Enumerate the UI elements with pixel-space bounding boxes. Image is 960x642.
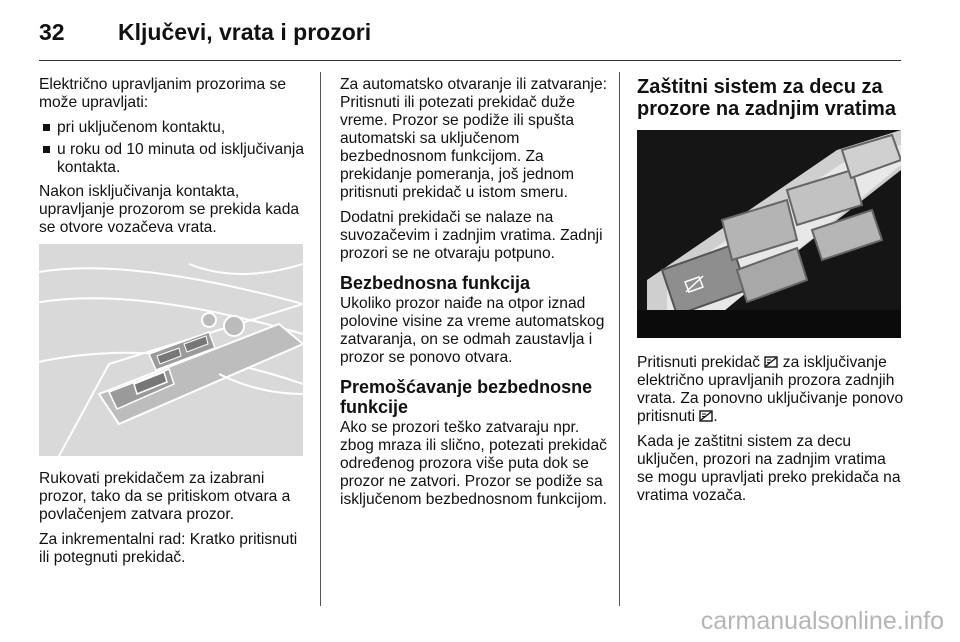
child-lock-window-icon: [764, 356, 778, 368]
header-rule: [39, 60, 901, 61]
door-panel-drawing: [39, 244, 303, 456]
list-item: pri uključenom kontaktu,: [39, 119, 307, 137]
paragraph: Kada je zaštitni sistem za decu uključen, prozori na zadnjim vratima se mogu upravljati preko prekidača na vratima vozača.: [637, 433, 901, 504]
column-2: [340, 76, 610, 516]
child-lock-window-icon: [699, 410, 713, 422]
paragraph: Za inkrementalni rad: Kratko pritisnuti ili potegnuti prekidač.: [39, 531, 298, 566]
paragraph: Nakon isključivanja kontakta, upravljanje prozorom se prekida kada se otvore vozačeva vrata.: [39, 183, 300, 236]
paragraph: Ukoliko prozor naiđe na otpor iznad polovine visine za vreme automatskog zatvaranja, on se odmah zaustavlja i prozor se ponovo otvara.: [340, 295, 605, 366]
door-switch-illustration: [39, 244, 303, 456]
paragraph: Pritisnuti prekidač za isključivanje električno upravljanih prozora zadnjih vrata. Za ponovno uključivanje ponovo pritisnuti .: [637, 354, 904, 425]
paragraph: Za automatsko otvaranje ili zatvaranje: Pritisnuti ili potezati prekidač duže vreme. Prozor se podiže ili spušta automatski sa uključenom bezbednosnom funkcijom. Za prekidanje pomeranja, još jednom pritisnuti prekidač u istom smeru.: [340, 76, 607, 201]
section-heading: Zaštitni sistem za decu za prozore na zadnjim vratima: [637, 76, 896, 120]
column-3: [637, 76, 905, 512]
paragraph: Rukovati prekidačem za izabrani prozor, tako da se pritiskom otvara a povlačenjem zatvara prozor.: [39, 470, 291, 523]
section-heading: Premošćavanje bezbednosne funkcije: [340, 377, 593, 417]
paragraph: Električno upravljanim prozorima se može upravljati:: [39, 76, 286, 111]
page-header: [0, 0, 960, 62]
column-1: [39, 76, 307, 574]
list-item: u roku od 10 minuta od isključivanja kontakta.: [39, 141, 307, 177]
switch-panel-drawing: [637, 130, 901, 338]
bullet-list: [39, 119, 307, 177]
child-lock-switch-photo: [637, 130, 901, 338]
paragraph: Ako se prozori teško zatvaraju npr. zbog mraza ili slično, potezati prekidač određenog prozora više puta dok se prozor ne zatvori. Prozor se podiže sa isključenom bezbednosnom funkcijom.: [340, 419, 607, 508]
section-heading: Bezbednosna funkcija: [340, 273, 531, 293]
page-title: Ključevi, vrata i prozori: [118, 19, 372, 45]
watermark: carmanualsonline.info: [700, 607, 944, 635]
column-divider: [320, 72, 321, 606]
paragraph: Dodatni prekidači se nalaze na suvozačevim i zadnjim vratima. Zadnji prozori se ne otvaraju potpuno.: [340, 209, 603, 262]
page-number: 32: [39, 19, 65, 45]
column-divider: [619, 72, 620, 606]
